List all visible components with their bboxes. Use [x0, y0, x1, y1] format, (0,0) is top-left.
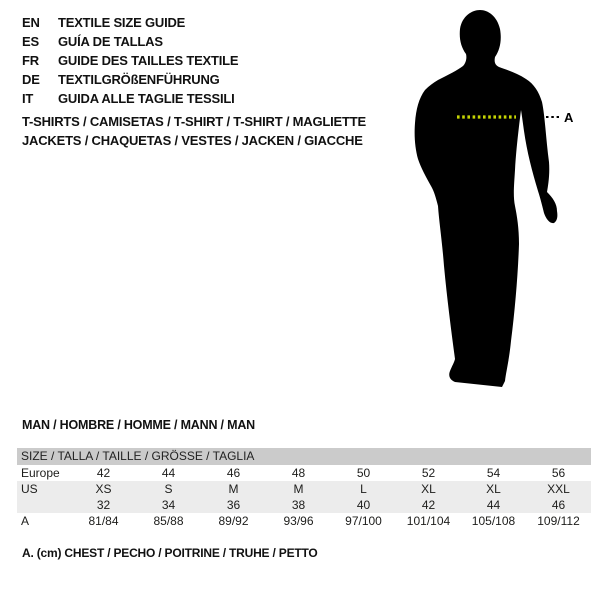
size-cell: 81/84 — [88, 514, 119, 528]
size-cell: 97/100 — [345, 514, 382, 528]
row-label: Europe — [21, 466, 60, 480]
section-title-man: MAN / HOMBRE / HOMME / MANN / MAN — [22, 418, 255, 432]
size-cell: XS — [95, 482, 112, 496]
table-row-europe — [17, 465, 591, 481]
language-row-es — [22, 32, 238, 51]
size-cell: 89/92 — [218, 514, 249, 528]
size-cell: 44 — [486, 498, 501, 512]
size-cell: 52 — [421, 466, 436, 480]
language-code: ES — [22, 34, 39, 49]
language-code: EN — [22, 15, 40, 30]
garment-categories — [22, 112, 366, 150]
size-cell: 40 — [356, 498, 371, 512]
language-row-it — [22, 89, 238, 108]
size-table — [17, 448, 591, 529]
size-cell: 46 — [551, 498, 566, 512]
language-row-fr — [22, 51, 238, 70]
size-cell: L — [360, 482, 367, 496]
size-cell: 42 — [421, 498, 436, 512]
language-row-de — [22, 70, 238, 89]
language-label: GUIDE DES TAILLES TEXTILE — [58, 53, 239, 68]
measurement-footnote: A. (cm) CHEST / PECHO / POITRINE / TRUHE / PETTO — [22, 546, 318, 560]
size-cell: 38 — [291, 498, 306, 512]
size-cell: 105/108 — [471, 514, 516, 528]
language-code: IT — [22, 91, 34, 106]
man-silhouette — [415, 10, 558, 387]
language-row-en — [22, 13, 238, 32]
category-line-jackets: JACKETS / CHAQUETAS / VESTES / JACKEN / GIACCHE — [22, 133, 363, 148]
size-cell: 46 — [226, 466, 241, 480]
size-cell: S — [164, 482, 173, 496]
size-cell: 50 — [356, 466, 371, 480]
size-cell: XXL — [547, 482, 570, 496]
language-label: GUÍA DE TALLAS — [58, 34, 163, 49]
size-cell: 32 — [96, 498, 111, 512]
size-cell: 54 — [486, 466, 501, 480]
size-cell: 48 — [291, 466, 306, 480]
table-row-us-numeric — [17, 497, 591, 513]
size-cell: XL — [486, 482, 501, 496]
size-cell: 85/88 — [153, 514, 184, 528]
size-table-header: SIZE / TALLA / TAILLE / GRÖSSE / TAGLIA — [17, 448, 591, 465]
size-cell: 34 — [161, 498, 176, 512]
language-label: TEXTILGRÖßENFÜHRUNG — [58, 72, 220, 87]
table-row-us-letter — [17, 481, 591, 497]
size-cell: XL — [421, 482, 436, 496]
language-label: TEXTILE SIZE GUIDE — [58, 15, 186, 30]
size-cell: 42 — [96, 466, 111, 480]
category-line-tshirts: T-SHIRTS / CAMISETAS / T-SHIRT / T-SHIRT / MAGLIETTE — [22, 114, 366, 129]
measure-label-a: A — [564, 110, 574, 125]
language-code: DE — [22, 72, 40, 87]
size-cell: 36 — [226, 498, 241, 512]
size-cell: M — [228, 482, 239, 496]
size-cell: 56 — [551, 466, 566, 480]
man-silhouette-figure — [405, 0, 600, 400]
language-list — [22, 13, 238, 108]
row-label: US — [21, 482, 38, 496]
language-code: FR — [22, 53, 39, 68]
size-cell: 109/112 — [537, 514, 580, 528]
language-label: GUIDA ALLE TAGLIE TESSILI — [58, 91, 235, 106]
size-cell: 93/96 — [283, 514, 314, 528]
row-label: A — [21, 514, 30, 528]
size-cell: M — [293, 482, 304, 496]
table-row-chest-a — [17, 513, 591, 529]
size-cell: 44 — [161, 466, 176, 480]
size-cell: 101/104 — [406, 514, 451, 528]
